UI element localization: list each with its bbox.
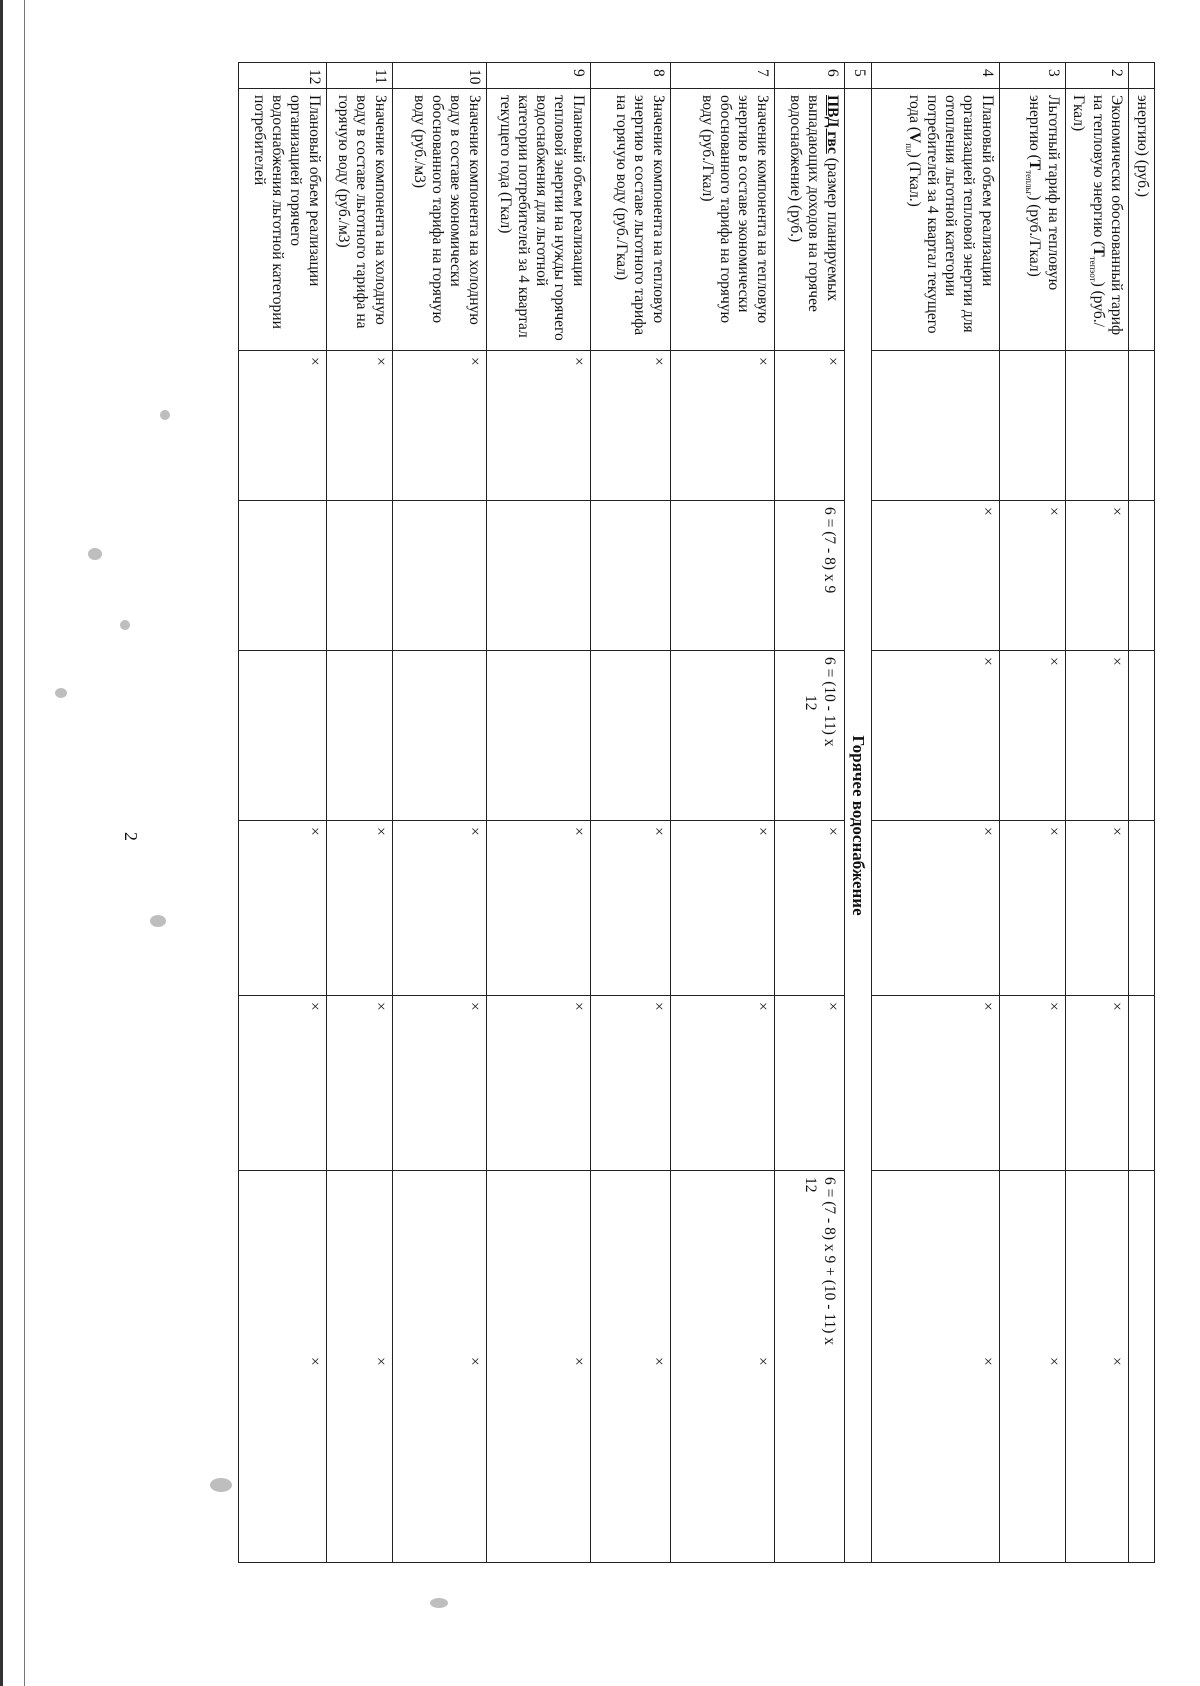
x-mark: × (590, 996, 670, 1171)
x-mark: × (871, 1171, 999, 1563)
x-mark: × (590, 821, 670, 996)
x-mark: × (392, 996, 486, 1171)
x-mark: × (238, 1171, 326, 1563)
row-number: 10 (392, 63, 486, 89)
x-mark: × (1065, 996, 1128, 1171)
x-mark: × (238, 996, 326, 1171)
formula-cell: 6 = (7 - 8) x 9 + (10 - 11) x 12 (774, 1171, 844, 1563)
row-name: Значение компонента на тепловую энергию в составе льготного тарифа на горячую воду (руб./Гкал) (590, 89, 670, 351)
table-row (486, 63, 590, 1563)
x-mark: × (486, 351, 590, 501)
formula-cell: 6 = (10 - 11) x 12 (774, 651, 844, 821)
table-row (871, 63, 999, 1563)
x-mark: × (774, 351, 844, 501)
row-name: Плановый объем реализации организацией горячего водоснабжения льготной категории потребителей (238, 89, 326, 351)
row-name: Льготный тариф на тепловую энергию $(Т_{тепльг})$ (руб./Гкал) (999, 89, 1065, 351)
x-mark: × (1065, 651, 1128, 821)
row-name: Экономически обоснованный тариф на тепловую энергию $(Т_{тепэот})$ (руб./Гкал) (1065, 89, 1128, 351)
page-number: 2 (121, 832, 141, 841)
x-mark: × (392, 351, 486, 501)
row-number: 6 (774, 63, 844, 89)
x-mark: × (326, 821, 392, 996)
x-mark: × (486, 821, 590, 996)
x-mark: × (590, 1171, 670, 1563)
x-mark: × (999, 996, 1065, 1171)
scan-speck (430, 1598, 448, 1608)
row-name: Плановый объем реализации тепловой энергии на нужды горячего водоснабжения для льготной категории потребителей за 4 квартал текущего года (Гкал) (486, 89, 590, 351)
x-mark: × (774, 821, 844, 996)
row-number: 9 (486, 63, 590, 89)
scan-edge-line (0, 0, 3, 1686)
x-mark: × (326, 1171, 392, 1563)
x-mark: × (999, 501, 1065, 651)
row-name: Значение компонента на холодную воду в составе льготного тарифа на горячую воду (руб./м3) (326, 89, 392, 351)
x-mark: × (326, 996, 392, 1171)
x-mark: × (238, 821, 326, 996)
scan-speck (88, 548, 102, 560)
x-mark: × (238, 351, 326, 501)
scan-speck (120, 620, 130, 630)
row-number: 3 (999, 63, 1065, 89)
row-name: Плановый объем реализации организацией тепловой энергии для отопления льготной категории потребителей за 4 квартал текущего года $(V_{пл})$ (Гкал.) (871, 89, 999, 351)
x-mark: × (670, 821, 774, 996)
row-number: 2 (1065, 63, 1128, 89)
tariff-table (238, 62, 1155, 1563)
section-title: Горячее водоснабжение (844, 89, 871, 1563)
x-mark: × (871, 996, 999, 1171)
scan-speck (55, 688, 67, 698)
scan-speck (160, 410, 170, 420)
table-row (774, 63, 844, 1563)
scan-speck (150, 915, 166, 927)
table-row (326, 63, 392, 1563)
row-name: Значение компонента на холодную воду в составе экономически обоснованного тарифа на горячую воду (руб./м3) (392, 89, 486, 351)
table-row (392, 63, 486, 1563)
x-mark: × (1065, 821, 1128, 996)
table-row (1065, 63, 1128, 1563)
x-mark: × (774, 996, 844, 1171)
table-row (999, 63, 1065, 1563)
row-number (1129, 63, 1155, 89)
x-mark: × (999, 651, 1065, 821)
x-mark: × (1065, 1171, 1128, 1563)
row-number: 12 (238, 63, 326, 89)
row-number: 4 (871, 63, 999, 89)
row-name: Значение компонента на тепловую энергию в составе экономически обоснованного тарифа на горячую воду (руб./Гкал) (670, 89, 774, 351)
x-mark: × (670, 1171, 774, 1563)
x-mark: × (392, 821, 486, 996)
x-mark: × (670, 351, 774, 501)
x-mark: × (871, 821, 999, 996)
table-row (1129, 63, 1155, 1563)
scan-edge-line-inner (24, 0, 25, 1686)
table-row (844, 63, 871, 1563)
row-name: ПВД гвс (размер планируемых выпадающих доходов на горячее водоснабжение) (руб.) (774, 89, 844, 351)
table-row (670, 63, 774, 1563)
x-mark: × (999, 1171, 1065, 1563)
x-mark: × (1065, 501, 1128, 651)
row-number: 8 (590, 63, 670, 89)
x-mark: × (871, 501, 999, 651)
x-mark: × (326, 351, 392, 501)
x-mark: × (999, 821, 1065, 996)
x-mark: × (871, 651, 999, 821)
x-mark: × (670, 996, 774, 1171)
formula-cell: 6 = (7 - 8) x 9 (774, 501, 844, 651)
x-mark: × (486, 1171, 590, 1563)
row-number: 5 (844, 63, 871, 89)
row-name: энергию) (руб.) (1129, 89, 1155, 351)
row-number: 11 (326, 63, 392, 89)
x-mark: × (590, 351, 670, 501)
row-number: 7 (670, 63, 774, 89)
table-row (590, 63, 670, 1563)
x-mark: × (392, 1171, 486, 1563)
x-mark: × (486, 996, 590, 1171)
rotated-table-wrapper (180, 62, 1155, 1562)
table-row (238, 63, 326, 1563)
